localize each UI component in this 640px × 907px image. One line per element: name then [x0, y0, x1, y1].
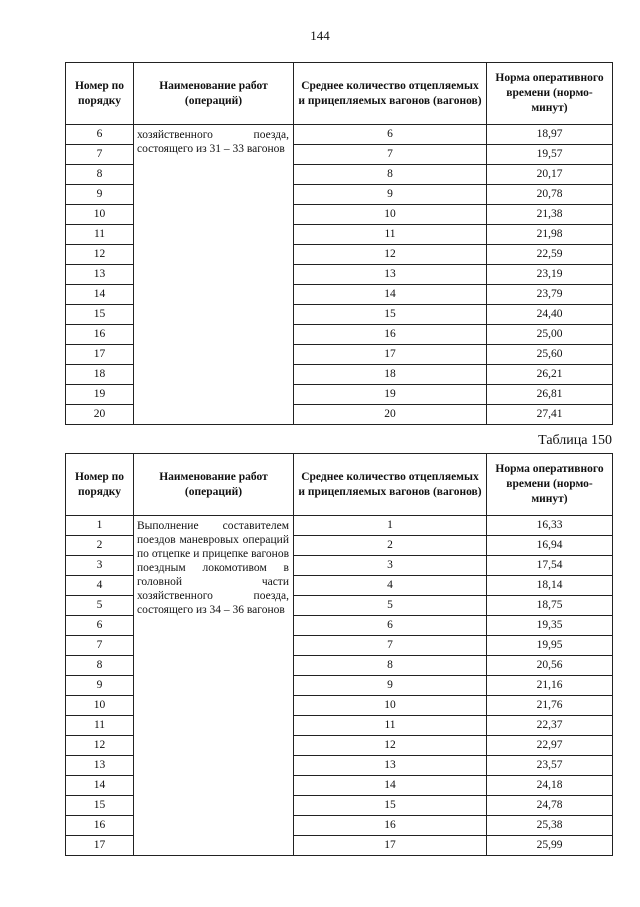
avg-wagons-cell: 10: [294, 205, 487, 225]
norm-time-cell: 19,57: [487, 145, 613, 165]
norm-time-cell: 22,97: [487, 736, 613, 756]
avg-wagons-cell: 9: [294, 185, 487, 205]
header-norm: Норма оперативного времени (нормо-минут): [487, 63, 613, 125]
table-row: [66, 516, 613, 536]
row-number-cell: 19: [66, 385, 134, 405]
norm-time-cell: 24,18: [487, 776, 613, 796]
row-number-cell: 3: [66, 556, 134, 576]
avg-wagons-cell: 10: [294, 696, 487, 716]
row-number-cell: 7: [66, 636, 134, 656]
norm-time-cell: 23,79: [487, 285, 613, 305]
table-2: [65, 453, 612, 856]
norm-time-cell: 16,94: [487, 536, 613, 556]
table-row: [66, 125, 613, 145]
avg-wagons-cell: 13: [294, 756, 487, 776]
norm-time-cell: 20,56: [487, 656, 613, 676]
row-number-cell: 6: [66, 616, 134, 636]
norm-time-cell: 24,40: [487, 305, 613, 325]
row-number-cell: 16: [66, 325, 134, 345]
avg-wagons-cell: 14: [294, 776, 487, 796]
header-name: Наименование работ (операций): [134, 63, 294, 125]
row-number-cell: 15: [66, 305, 134, 325]
avg-wagons-cell: 18: [294, 365, 487, 385]
table-header-row: [66, 454, 613, 516]
row-number-cell: 9: [66, 185, 134, 205]
norm-time-cell: 17,54: [487, 556, 613, 576]
avg-wagons-cell: 11: [294, 225, 487, 245]
header-norm: Норма оперативного времени (нормо-минут): [487, 454, 613, 516]
row-number-cell: 10: [66, 205, 134, 225]
norm-time-cell: 27,41: [487, 405, 613, 425]
avg-wagons-cell: 16: [294, 325, 487, 345]
header-num: Номер по порядку: [66, 63, 134, 125]
avg-wagons-cell: 7: [294, 145, 487, 165]
norm-time-cell: 24,78: [487, 796, 613, 816]
norm-time-cell: 20,17: [487, 165, 613, 185]
avg-wagons-cell: 4: [294, 576, 487, 596]
norm-time-cell: 25,99: [487, 836, 613, 856]
row-number-cell: 4: [66, 576, 134, 596]
norm-time-cell: 25,38: [487, 816, 613, 836]
avg-wagons-cell: 7: [294, 636, 487, 656]
avg-wagons-cell: 17: [294, 836, 487, 856]
norm-time-cell: 22,37: [487, 716, 613, 736]
avg-wagons-cell: 14: [294, 285, 487, 305]
avg-wagons-cell: 16: [294, 816, 487, 836]
table-1: [65, 62, 612, 425]
avg-wagons-cell: 9: [294, 676, 487, 696]
norm-time-cell: 18,97: [487, 125, 613, 145]
header-avg: Среднее количество отцепляемых и прицепляемых вагонов (вагонов): [294, 63, 487, 125]
norm-time-cell: 26,21: [487, 365, 613, 385]
norm-time-cell: 22,59: [487, 245, 613, 265]
avg-wagons-cell: 11: [294, 716, 487, 736]
row-number-cell: 11: [66, 716, 134, 736]
operation-description-cell: хозяйственного поезда, состоящего из 31 – 33 вагонов: [134, 125, 294, 425]
avg-wagons-cell: 12: [294, 736, 487, 756]
avg-wagons-cell: 1: [294, 516, 487, 536]
row-number-cell: 2: [66, 536, 134, 556]
row-number-cell: 16: [66, 816, 134, 836]
norms-table-1: [65, 62, 613, 425]
norm-time-cell: 21,98: [487, 225, 613, 245]
row-number-cell: 5: [66, 596, 134, 616]
avg-wagons-cell: 6: [294, 125, 487, 145]
norm-time-cell: 23,19: [487, 265, 613, 285]
avg-wagons-cell: 3: [294, 556, 487, 576]
row-number-cell: 9: [66, 676, 134, 696]
row-number-cell: 15: [66, 796, 134, 816]
norm-time-cell: 21,16: [487, 676, 613, 696]
avg-wagons-cell: 5: [294, 596, 487, 616]
norm-time-cell: 23,57: [487, 756, 613, 776]
avg-wagons-cell: 17: [294, 345, 487, 365]
row-number-cell: 17: [66, 345, 134, 365]
row-number-cell: 13: [66, 265, 134, 285]
table-1-body: [66, 125, 613, 425]
row-number-cell: 18: [66, 365, 134, 385]
page-number: 144: [310, 28, 330, 43]
row-number-cell: 11: [66, 225, 134, 245]
table-2-body: [66, 516, 613, 856]
row-number-cell: 8: [66, 165, 134, 185]
row-number-cell: 13: [66, 756, 134, 776]
row-number-cell: 7: [66, 145, 134, 165]
table-header-row: [66, 63, 613, 125]
norm-time-cell: 19,35: [487, 616, 613, 636]
row-number-cell: 10: [66, 696, 134, 716]
avg-wagons-cell: 8: [294, 656, 487, 676]
row-number-cell: 12: [66, 245, 134, 265]
table-caption: Таблица 150: [538, 433, 612, 448]
header-avg: Среднее количество отцепляемых и прицепляемых вагонов (вагонов): [294, 454, 487, 516]
norm-time-cell: 25,00: [487, 325, 613, 345]
avg-wagons-cell: 20: [294, 405, 487, 425]
row-number-cell: 12: [66, 736, 134, 756]
norm-time-cell: 18,75: [487, 596, 613, 616]
row-number-cell: 14: [66, 776, 134, 796]
row-number-cell: 14: [66, 285, 134, 305]
avg-wagons-cell: 6: [294, 616, 487, 636]
norm-time-cell: 19,95: [487, 636, 613, 656]
norm-time-cell: 26,81: [487, 385, 613, 405]
norm-time-cell: 25,60: [487, 345, 613, 365]
norm-time-cell: 20,78: [487, 185, 613, 205]
norms-table-2: [65, 453, 613, 856]
avg-wagons-cell: 8: [294, 165, 487, 185]
avg-wagons-cell: 19: [294, 385, 487, 405]
row-number-cell: 8: [66, 656, 134, 676]
operation-description-cell: Выполнение составителем поездов маневровых операций по отцепке и прицепке вагонов поездным локомотивом в головной части хозяйственного поезда, состоящего из 34 – 36 вагонов: [134, 516, 294, 856]
avg-wagons-cell: 12: [294, 245, 487, 265]
avg-wagons-cell: 2: [294, 536, 487, 556]
row-number-cell: 17: [66, 836, 134, 856]
header-num: Номер по порядку: [66, 454, 134, 516]
avg-wagons-cell: 15: [294, 305, 487, 325]
norm-time-cell: 21,38: [487, 205, 613, 225]
norm-time-cell: 18,14: [487, 576, 613, 596]
row-number-cell: 6: [66, 125, 134, 145]
avg-wagons-cell: 15: [294, 796, 487, 816]
norm-time-cell: 21,76: [487, 696, 613, 716]
row-number-cell: 1: [66, 516, 134, 536]
avg-wagons-cell: 13: [294, 265, 487, 285]
row-number-cell: 20: [66, 405, 134, 425]
norm-time-cell: 16,33: [487, 516, 613, 536]
header-name: Наименование работ (операций): [134, 454, 294, 516]
